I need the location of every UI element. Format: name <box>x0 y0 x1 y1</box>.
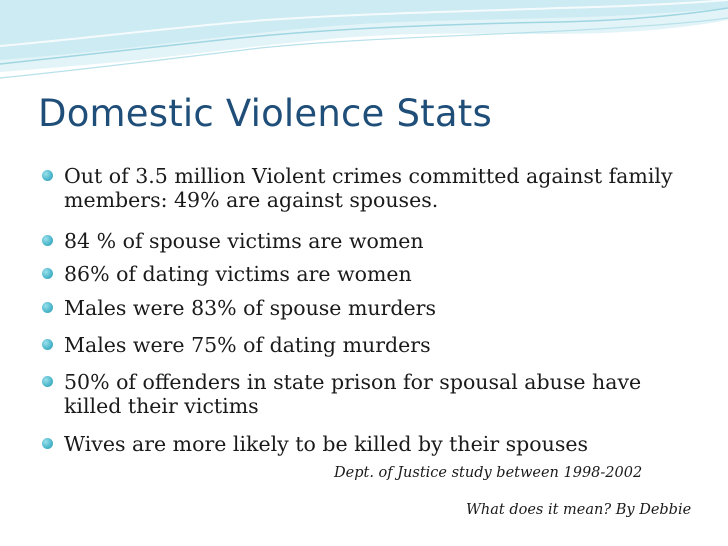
bullet-item <box>42 432 692 456</box>
teal-dot-icon <box>42 170 53 181</box>
slide-title: Domestic Violence Stats <box>38 92 492 135</box>
author-credit: What does it mean? By Debbie <box>466 502 692 518</box>
header-wave-decoration <box>0 0 728 100</box>
bullet-item <box>42 262 692 286</box>
teal-dot-icon <box>42 268 53 279</box>
bullet-text: Wives are more likely to be killed by their spouses <box>64 432 588 456</box>
bullet-item <box>42 229 692 253</box>
bullet-item <box>42 370 692 418</box>
teal-dot-icon <box>42 376 53 387</box>
teal-dot-icon <box>42 235 53 246</box>
bullet-item <box>42 296 692 320</box>
bullet-item <box>42 333 692 357</box>
bullet-text: Males were 75% of dating murders <box>64 333 431 357</box>
teal-dot-icon <box>42 302 53 313</box>
teal-dot-icon <box>42 339 53 350</box>
bullet-text: Males were 83% of spouse murders <box>64 296 436 320</box>
source-citation: Dept. of Justice study between 1998-2002 <box>334 465 643 481</box>
teal-dot-icon <box>42 438 53 449</box>
bullet-text: 86% of dating victims are women <box>64 262 412 286</box>
bullet-text: 50% of offenders in state prison for spousal abuse have killed their victims <box>64 370 642 418</box>
bullet-text: Out of 3.5 million Violent crimes committed against family members: 49% are against spouses. <box>64 164 673 212</box>
bullet-text: 84 % of spouse victims are women <box>64 229 424 253</box>
bullet-item <box>42 164 692 212</box>
